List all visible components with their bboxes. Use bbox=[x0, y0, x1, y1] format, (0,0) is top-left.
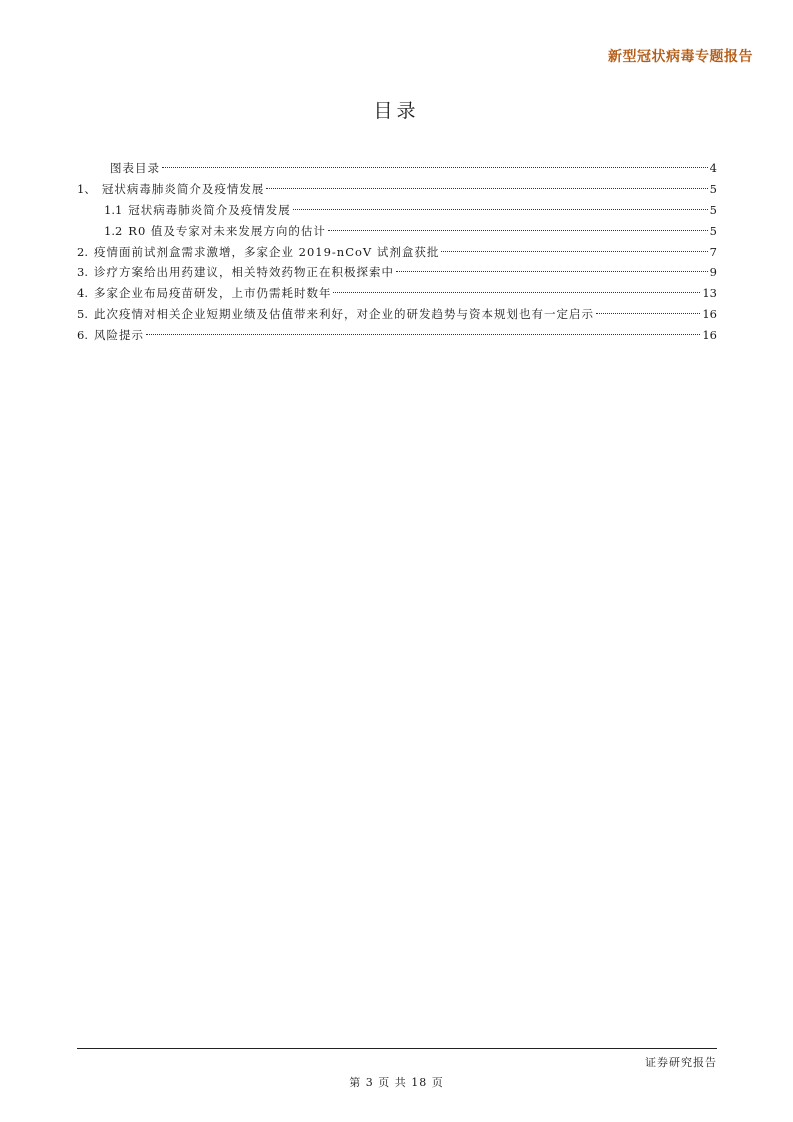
toc-leader-dots bbox=[441, 251, 707, 252]
toc-entry-label: 诊疗方案给出用药建议，相关特效药物正在积极探索中 bbox=[93, 265, 394, 280]
toc-entry-4[interactable] bbox=[77, 283, 717, 304]
toc-entry-label: 冠状病毒肺炎简介及疫情发展 bbox=[128, 202, 291, 217]
toc-entry-page: 4 bbox=[709, 161, 717, 175]
toc-leader-dots bbox=[328, 230, 708, 231]
toc-leader-dots bbox=[596, 313, 700, 314]
toc-entry-page: 16 bbox=[702, 328, 717, 343]
toc-leader-dots bbox=[293, 209, 708, 210]
toc-entry-number: 3. bbox=[77, 265, 88, 280]
toc-entry-1-1[interactable] bbox=[77, 200, 717, 221]
toc-leader-dots bbox=[162, 167, 708, 168]
toc-entry-page: 16 bbox=[702, 307, 717, 322]
toc-leader-dots bbox=[396, 271, 708, 272]
page-title: 目录 bbox=[373, 100, 420, 122]
toc-entry-page: 9 bbox=[709, 265, 717, 280]
toc-entry-number: 5. bbox=[77, 307, 88, 322]
toc-entry-page: 7 bbox=[709, 244, 717, 259]
footer-page-indicator: 第 3 页 共 18 页 bbox=[349, 1076, 444, 1089]
toc-entry-3[interactable] bbox=[77, 262, 717, 283]
toc-entry-figures[interactable] bbox=[77, 158, 717, 179]
toc-entry-page: 5 bbox=[709, 223, 717, 238]
toc-entry-label: 多家企业布局疫苗研发，上市仍需耗时数年 bbox=[93, 286, 332, 301]
toc-leader-dots bbox=[333, 292, 700, 293]
toc-leader-dots bbox=[146, 334, 700, 335]
footer-company-label: 证券研究报告 bbox=[645, 1056, 717, 1069]
toc-entry-label: 疫情面前试剂盒需求激增，多家企业 2019-nCoV 试剂盒获批 bbox=[93, 244, 440, 259]
toc-entry-label: 风险提示 bbox=[93, 328, 144, 343]
toc-entry-6[interactable] bbox=[77, 325, 717, 346]
toc-entry-label: R0 值及专家对未来发展方向的估计 bbox=[128, 223, 326, 238]
toc-entry-label: 图表目录 bbox=[110, 161, 160, 175]
table-of-contents bbox=[77, 158, 717, 346]
toc-leader-dots bbox=[266, 188, 707, 189]
toc-entry-number: 4. bbox=[77, 286, 88, 301]
toc-entry-number: 2. bbox=[77, 244, 88, 259]
toc-entry-1-2[interactable] bbox=[77, 221, 717, 242]
toc-entry-label: 此次疫情对相关企业短期业绩及估值带来利好，对企业的研发趋势与资本规划也有一定启示 bbox=[93, 307, 594, 322]
toc-entry-page: 5 bbox=[709, 181, 717, 196]
toc-entry-number: 1.1 bbox=[104, 202, 123, 217]
toc-entry-2[interactable] bbox=[77, 242, 717, 263]
report-header-title: 新型冠状病毒专题报告 bbox=[608, 49, 753, 65]
toc-entry-label: 冠状病毒肺炎简介及疫情发展 bbox=[101, 181, 265, 196]
footer-divider bbox=[77, 1048, 717, 1049]
toc-entry-page: 13 bbox=[702, 286, 717, 301]
toc-entry-page: 5 bbox=[709, 202, 717, 217]
toc-entry-number: 6. bbox=[77, 328, 88, 343]
toc-entry-number: 1.2 bbox=[104, 223, 123, 238]
toc-entry-1[interactable] bbox=[77, 179, 717, 200]
toc-entry-5[interactable] bbox=[77, 304, 717, 325]
toc-entry-number: 1、 bbox=[77, 181, 96, 196]
